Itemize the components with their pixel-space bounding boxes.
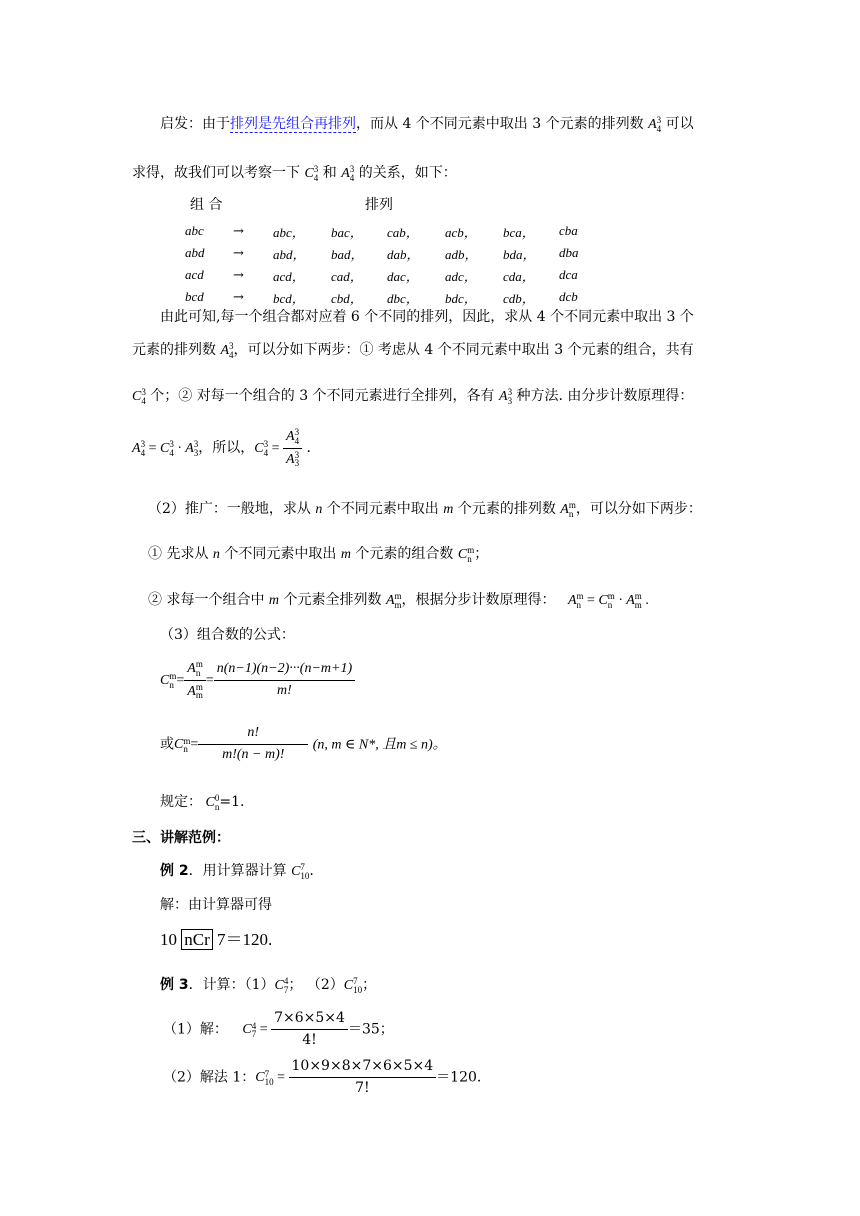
permutation-cell: bca， bbox=[503, 224, 535, 240]
solution-3-1: （1）解： C 4 7 = $\frac{7\times 6\times 5\times 4}{4!}$ ＝35； bbox=[163, 1010, 394, 1048]
math-A33: A 3 3 bbox=[499, 387, 513, 406]
math-step-equation: A m n = C m n · A m m . bbox=[567, 591, 649, 610]
section-heading: 三、讲解范例： bbox=[132, 830, 230, 846]
paragraph-analysis: 由此可知,每一个组合都对应着 6 个不同的排列，因此，求从 4 个不同元素中取出 3 个 bbox=[160, 309, 694, 325]
permutation-cell: abd， bbox=[273, 246, 306, 262]
permutation-cell: dab， bbox=[387, 246, 420, 262]
permutation-cell: dcb bbox=[559, 289, 578, 304]
permutation-cell: bda， bbox=[503, 246, 536, 262]
step-two: ② 求每一个组合中 m 个元素全排列数 A m m ，根据分步计数原理得： A m n = C m n · A m m . bbox=[148, 591, 649, 610]
permutation-cell: dbc， bbox=[387, 290, 419, 306]
permutation-cell: cab， bbox=[387, 224, 419, 240]
alternative-formula: 或C m n = $\frac{n!}{m!(n - m)!}$ (n, m ∈ N*, 且m ≤ n)。 bbox=[160, 725, 447, 762]
permutation-cell: acb， bbox=[445, 224, 477, 240]
permutation-cell: bad， bbox=[331, 246, 364, 262]
table-row bbox=[185, 264, 609, 286]
permutation-cell: abc， bbox=[273, 224, 305, 240]
fraction-A43-A33: A 3 4 A 3 3 bbox=[283, 428, 302, 468]
permutation-cell: acd， bbox=[273, 268, 305, 284]
permutation-cell: dba bbox=[559, 245, 579, 260]
arrow-cell: → bbox=[233, 267, 244, 283]
permutation-cell: dca bbox=[559, 267, 578, 282]
combination-cell: acd bbox=[185, 267, 204, 282]
example-2: 例 2．用计算器计算 C 7 10 . bbox=[160, 862, 314, 881]
generalization: （2）推广：一般地，求从 n 个不同元素中取出 m 个元素的排列数 A m n ，可以分如下两步： bbox=[148, 500, 702, 519]
equation-line: A 3 4 = C 3 4 · A 3 3 ，所以，C 3 4 = A 3 4 A 3 3 . bbox=[132, 427, 312, 469]
paragraph-hint: 启发：由于排列是先组合再排列，而从 4 个不同元素中取出 3 个元素的排列数 A 3 4 可以 bbox=[160, 115, 694, 134]
permutation-cell: cda， bbox=[503, 268, 535, 284]
permutation-cell: cbd， bbox=[331, 290, 363, 306]
combination-formula: C m n = A m n A m m = $\frac{n(n-1)(n-2)\cdot\cdot\cdot(n-m+1)}{m!}$ bbox=[160, 660, 355, 700]
formula-heading: （3）组合数的公式： bbox=[160, 627, 295, 643]
calculator-expression: 10 nCr 7＝120. bbox=[160, 930, 273, 949]
math-Cnm: C m n bbox=[457, 545, 475, 564]
math-A43: A 3 4 bbox=[220, 341, 234, 360]
permutation-table bbox=[185, 220, 609, 308]
arrow-cell: → bbox=[233, 289, 244, 305]
math-A43: A 3 4 bbox=[648, 115, 662, 134]
math-C43: C 3 4 bbox=[132, 387, 146, 406]
math-C43: C 3 4 bbox=[304, 164, 319, 183]
combination-cell: abc bbox=[185, 223, 204, 238]
math-Anm: A m n bbox=[560, 500, 576, 519]
paragraph-analysis-2: 元素的排列数 A 3 4 ，可以分如下两步：① 考虑从 4 个不同元素中取出 3 个元素的组合，共有 bbox=[132, 341, 694, 360]
permutation-cell: cad， bbox=[331, 268, 363, 284]
table-header-perm: 排列 bbox=[365, 197, 393, 213]
table-row bbox=[185, 286, 609, 308]
permutation-cell: dac， bbox=[387, 268, 419, 284]
hint-link[interactable]: 排列是先组合再排列 bbox=[230, 116, 356, 132]
ncr-key: nCr bbox=[181, 929, 213, 950]
permutation-cell: cba bbox=[559, 223, 578, 238]
permutation-cell: adb， bbox=[445, 246, 478, 262]
permutation-cell: cdb， bbox=[503, 290, 535, 306]
arrow-cell: → bbox=[233, 245, 244, 261]
table-row bbox=[185, 242, 609, 264]
step-one: ① 先求从 n 个不同元素中取出 m 个元素的组合数 C m n ； bbox=[148, 545, 489, 564]
math-A43: A 3 4 bbox=[341, 164, 355, 183]
paragraph-analysis-3: C 3 4 个；② 对每一个组合的 3 个不同元素进行全排列，各有 A 3 3 种方法. 由分步计数原理得： bbox=[132, 387, 694, 406]
paragraph-relation: 求得，故我们可以考察一下 C 3 4 和 A 3 4 的关系，如下： bbox=[132, 164, 457, 183]
solution-2: 解：由计算器可得 bbox=[160, 897, 272, 913]
rule-line: 规定： C 0 n =1. bbox=[160, 793, 245, 812]
example-3: 例 3．计算：（1）C 4 7 ； （2）C 7 10 ； bbox=[160, 976, 377, 995]
permutation-cell: bdc， bbox=[445, 290, 477, 306]
permutation-cell: bcd， bbox=[273, 290, 305, 306]
permutation-cell: adc， bbox=[445, 268, 477, 284]
arrow-cell: → bbox=[233, 223, 244, 239]
solution-3-2: （2）解法 1：C 7 10 = $\frac{10\times 9\times 8\times 7\times 6\times 5\times 4}{7!}$ ＝120. bbox=[163, 1058, 482, 1096]
combination-cell: bcd bbox=[185, 289, 204, 304]
math-Amm: A m m bbox=[385, 591, 402, 610]
combination-cell: abd bbox=[185, 245, 205, 260]
permutation-cell: bac， bbox=[331, 224, 363, 240]
table-header-combo: 组 合 bbox=[190, 197, 223, 213]
table-row bbox=[185, 220, 609, 242]
